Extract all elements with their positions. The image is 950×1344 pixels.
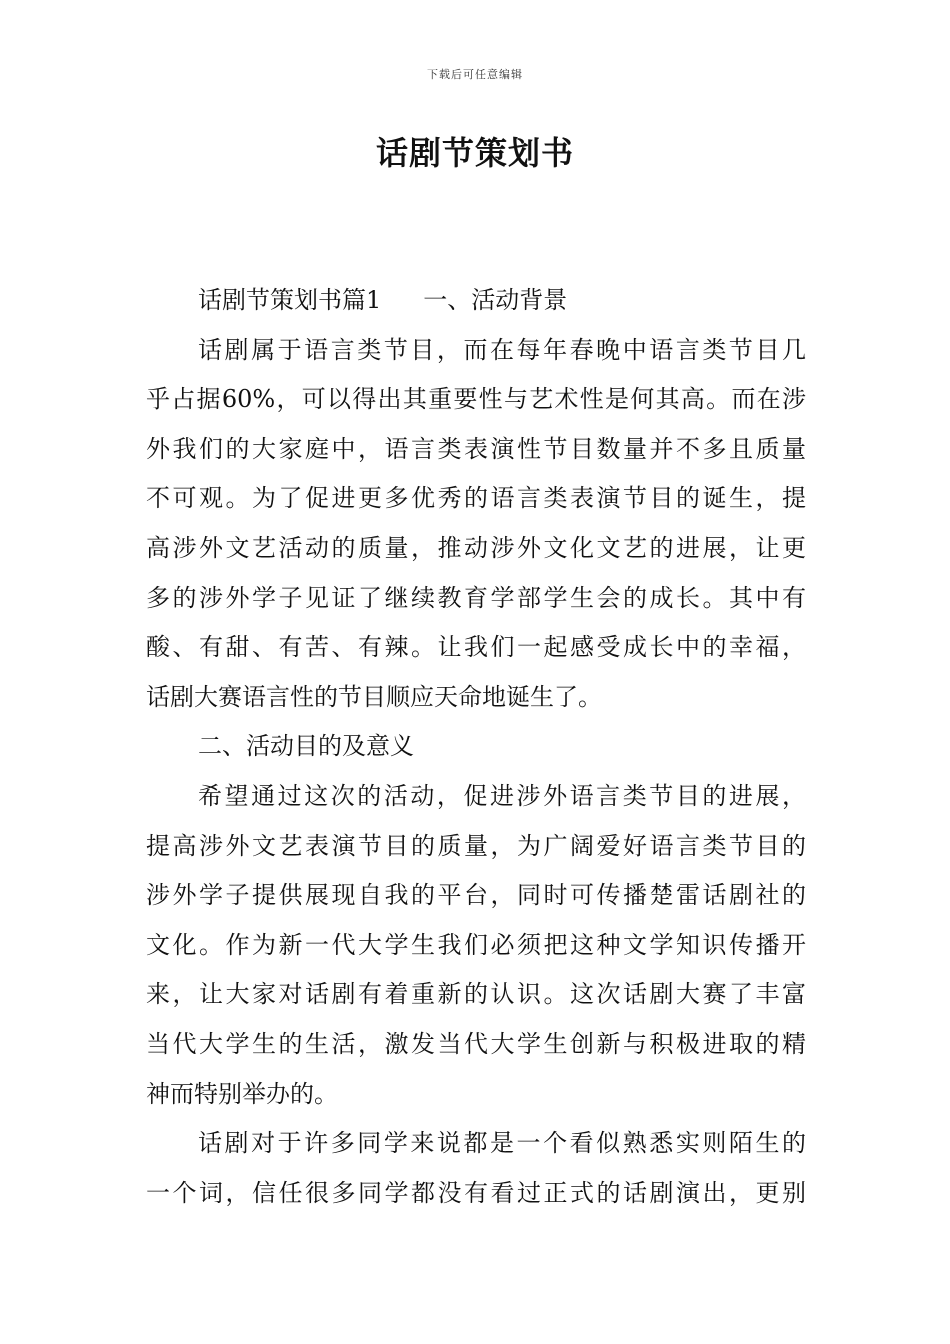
paragraph-line: 涉外学子提供展现自我的平台，同时可传播楚雷话剧社的 — [146, 881, 806, 910]
paragraph-line: 高涉外文艺活动的质量，推动涉外文化文艺的进展，让更 — [146, 533, 806, 562]
paragraph-line: 话剧对于许多同学来说都是一个看似熟悉实则陌生的 — [198, 1129, 806, 1158]
section-heading: 一、活动背景 — [423, 286, 568, 314]
paragraph-line: 外我们的大家庭中，语言类表演性节目数量并不多且质量 — [146, 434, 806, 463]
section-heading: 二、活动目的及意义 — [198, 732, 414, 761]
paragraph-line: 酸、有甜、有苦、有辣。让我们一起感受成长中的幸福， — [146, 633, 806, 662]
paragraph-line: 来，让大家对话剧有着重新的认识。这次话剧大赛了丰富 — [146, 980, 806, 1009]
chapter-label: 话剧节策划书篇1 — [198, 286, 382, 314]
paragraph-line: 神而特别举办的。 — [146, 1079, 338, 1108]
paragraph-line: 话剧大赛语言性的节目顺应天命地诞生了。 — [146, 682, 602, 711]
paragraph-line: 提高涉外文艺表演节目的质量，为广阔爱好语言类节目的 — [146, 831, 806, 860]
paragraph-line: 不可观。为了促进更多优秀的语言类表演节目的诞生，提 — [146, 484, 806, 513]
document-body — [146, 276, 806, 1218]
paragraph-line: 多的涉外学子见证了继续教育学部学生会的成长。其中有 — [146, 583, 806, 612]
paragraph-line: 希望通过这次的活动，促进涉外语言类节目的进展， — [198, 781, 806, 810]
paragraph-line: 一个词，信任很多同学都没有看过正式的话剧演出，更别 — [146, 1178, 806, 1207]
paragraph-line: 当代大学生的生活，激发当代大学生创新与积极进取的精 — [146, 1029, 806, 1058]
document-title: 话剧节策划书 — [375, 134, 574, 172]
section-heading-line — [146, 276, 806, 326]
header-note: 下载后可任意编辑 — [427, 68, 523, 81]
paragraph-line: 话剧属于语言类节目，而在每年春晚中语言类节目几 — [198, 335, 806, 364]
paragraph-line: 乎占据60%，可以得出其重要性与艺术性是何其高。而在涉 — [146, 385, 806, 414]
paragraph-line: 文化。作为新一代大学生我们必须把这种文学知识传播开 — [146, 930, 806, 959]
